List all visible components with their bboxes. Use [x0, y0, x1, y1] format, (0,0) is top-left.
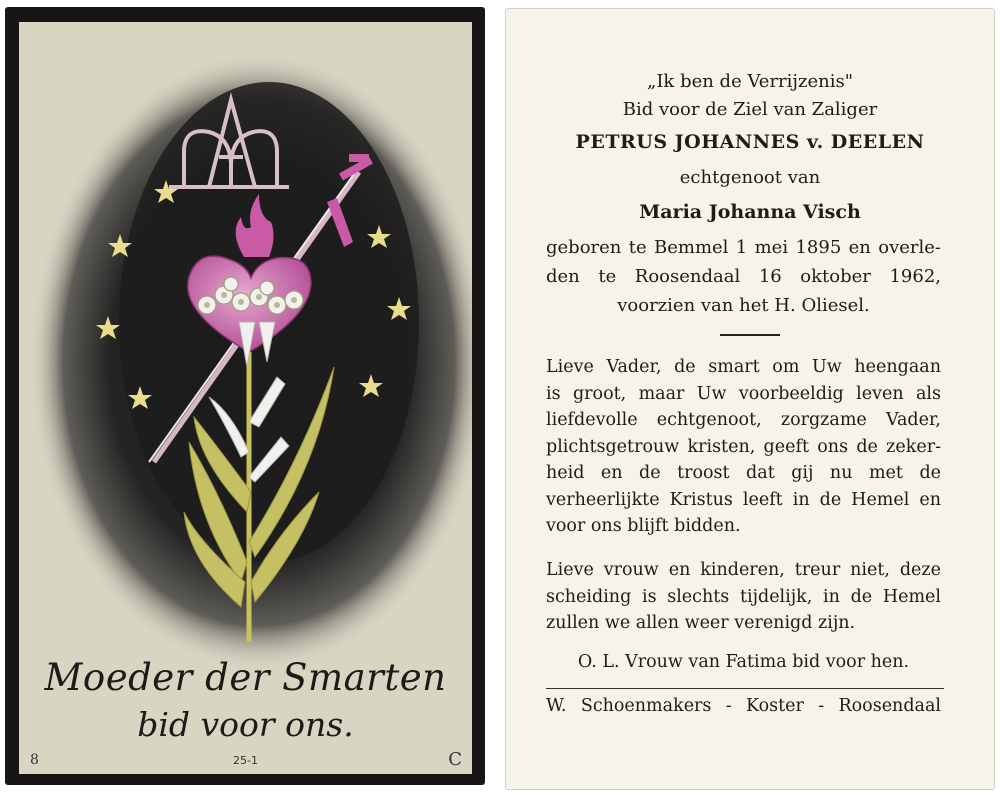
fatima-prayer	[546, 649, 941, 676]
quote: „Ik ben de Verrijzenis"	[647, 71, 853, 92]
paragraph-family	[546, 557, 941, 637]
text-line: O. L. Vrouw van Fatima bid voor hen.	[577, 652, 910, 672]
life-line: geboren te Bemmel 1 mei 1895 en overle-	[546, 237, 941, 258]
caption-subtitle: bid voor ons.	[137, 705, 354, 744]
text-line: liefdevolle echtgenoot, zorgzame Vader,	[546, 410, 941, 430]
text-line: scheiding is slechts tijdelijk, in de Hemel	[546, 586, 941, 607]
printer-rule	[546, 688, 944, 689]
holy-card-front	[5, 7, 485, 785]
text-line: voor ons blijft bidden.	[546, 516, 741, 536]
text-line: heid en de troost dat gij nu met de	[546, 463, 941, 483]
text-line: is groot, maar Uw voorbeeldig leven als	[546, 383, 941, 404]
text-line: Lieve Vader, de smart om Uw heengaan	[546, 357, 941, 377]
life-details	[546, 233, 941, 320]
paragraph-father	[546, 354, 941, 540]
copyright-mark: C	[448, 749, 462, 770]
spouse-name: Maria Johanna Visch	[639, 201, 861, 223]
prayer-line: Bid voor de Ziel van Zaliger	[622, 99, 878, 120]
holy-card-back	[505, 8, 995, 790]
text-line: verheerlijkte Kristus leeft in de Hemel en	[546, 489, 941, 510]
text-line: zullen we allen weer verenigd zijn.	[546, 613, 856, 633]
spouse-intro: echtgenoot van	[679, 167, 821, 188]
card-code: 25-1	[233, 754, 258, 767]
card-front-image	[19, 22, 472, 774]
printer: W. Schoenmakers - Koster - Roosendaal	[546, 696, 941, 716]
life-line: voorzien van het H. Oliesel.	[617, 295, 870, 316]
deceased-name: PETRUS JOHANNES v. DEELEN	[575, 131, 925, 153]
life-line: den te Roosendaal 16 oktober 1962,	[546, 266, 941, 287]
caption-title: Moeder der Smarten	[44, 656, 447, 699]
text-line: plichtsgetrouw kristen, geeft ons de zeker-	[546, 436, 941, 457]
publisher-mark: 8	[30, 752, 39, 768]
separator	[720, 334, 780, 336]
text-line: Lieve vrouw en kinderen, treur niet, deze	[546, 560, 941, 580]
printer-line	[546, 693, 941, 720]
